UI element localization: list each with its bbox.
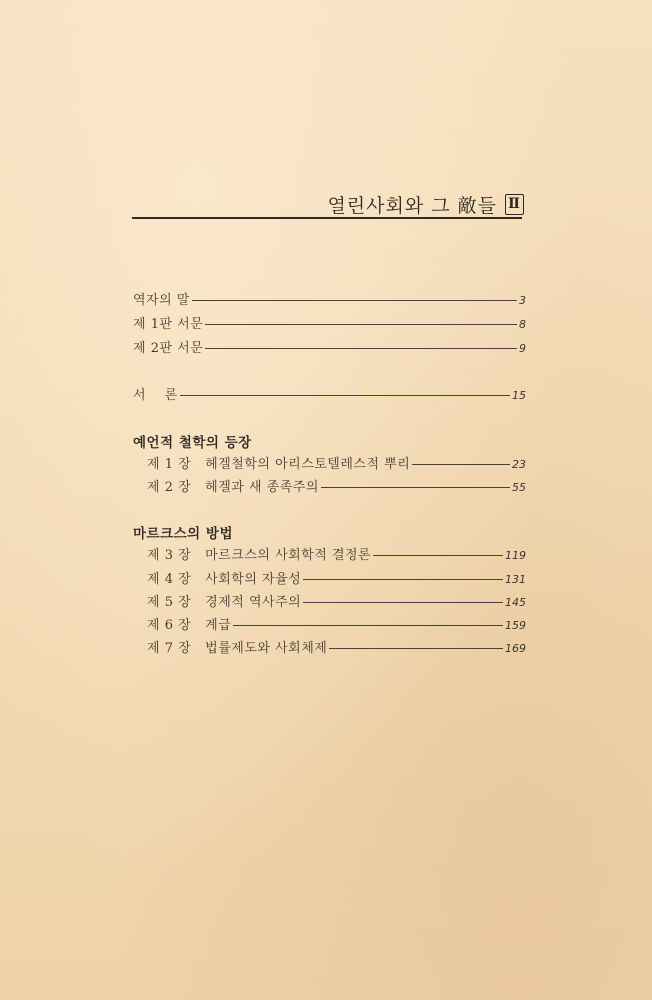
section-heading-prophetic-philosophy: 예언적 철학의 등장 <box>133 435 252 451</box>
dot-leader <box>233 625 503 626</box>
section-heading-marx-method: 마르크스의 방법 <box>133 526 233 542</box>
toc-page-number: 131 <box>505 573 526 586</box>
chapter-number: 제 2 장 <box>147 480 192 495</box>
toc-entry-first-edition-preface[interactable] <box>133 313 526 332</box>
chapter-number: 제 4 장 <box>147 572 192 587</box>
toc-entry-chapter-5[interactable] <box>147 591 526 610</box>
toc-entry-chapter-4[interactable] <box>147 568 526 587</box>
dot-leader <box>205 348 517 349</box>
toc-entry-chapter-7[interactable] <box>147 637 526 656</box>
chapter-number: 제 5 장 <box>147 595 192 610</box>
dot-leader <box>303 579 503 580</box>
dot-leader <box>303 602 503 603</box>
book-title-header <box>327 190 524 218</box>
toc-page-number: 55 <box>512 481 526 494</box>
dot-leader <box>321 487 510 488</box>
dot-leader <box>373 555 503 556</box>
chapter-title: 경제적 역사주의 <box>205 595 302 610</box>
toc-entry-label: 제 2판 서문 <box>133 341 204 356</box>
dot-leader <box>205 324 517 325</box>
volume-badge: Ⅱ <box>505 194 524 215</box>
dot-leader <box>329 648 503 649</box>
chapter-number: 제 1 장 <box>147 457 192 472</box>
toc-page-number: 159 <box>505 619 526 632</box>
chapter-title: 사회학의 자율성 <box>205 572 302 587</box>
toc-page-number: 15 <box>512 389 526 402</box>
dot-leader <box>412 464 510 465</box>
dot-leader <box>180 395 510 396</box>
toc-page-number: 3 <box>519 294 526 307</box>
toc-page-number: 9 <box>519 342 526 355</box>
toc-entry-label: 서 론 <box>133 388 178 403</box>
chapter-number: 제 6 장 <box>147 618 192 633</box>
chapter-number: 제 3 장 <box>147 548 192 563</box>
chapter-number: 제 7 장 <box>147 641 192 656</box>
toc-page-number: 119 <box>505 549 526 562</box>
toc-entry-second-edition-preface[interactable] <box>133 337 526 356</box>
toc-entry-introduction[interactable] <box>133 384 526 403</box>
chapter-title: 헤겔과 새 종족주의 <box>205 480 319 495</box>
toc-entry-label: 제 1판 서문 <box>133 317 204 332</box>
book-title: 열린사회와 그 敵들 <box>327 194 497 217</box>
toc-page-number: 169 <box>505 642 526 655</box>
toc-entry-label: 역자의 말 <box>133 293 190 308</box>
chapter-title: 법률제도와 사회체제 <box>205 641 328 656</box>
toc-entry-chapter-6[interactable] <box>147 614 526 633</box>
toc-page-number: 8 <box>519 318 526 331</box>
title-rule <box>132 217 522 219</box>
toc-entry-chapter-2[interactable] <box>147 476 526 495</box>
chapter-title: 헤겔철학의 아리스토텔레스적 뿌리 <box>205 457 411 472</box>
toc-entry-translator-note[interactable] <box>133 289 526 308</box>
toc-entry-chapter-1[interactable] <box>147 453 526 472</box>
chapter-title: 계급 <box>205 618 232 633</box>
dot-leader <box>192 300 517 301</box>
toc-entry-chapter-3[interactable] <box>147 544 526 563</box>
toc-page-number: 23 <box>512 458 526 471</box>
chapter-title: 마르크스의 사회학적 결정론 <box>205 548 372 563</box>
toc-page-number: 145 <box>505 596 526 609</box>
